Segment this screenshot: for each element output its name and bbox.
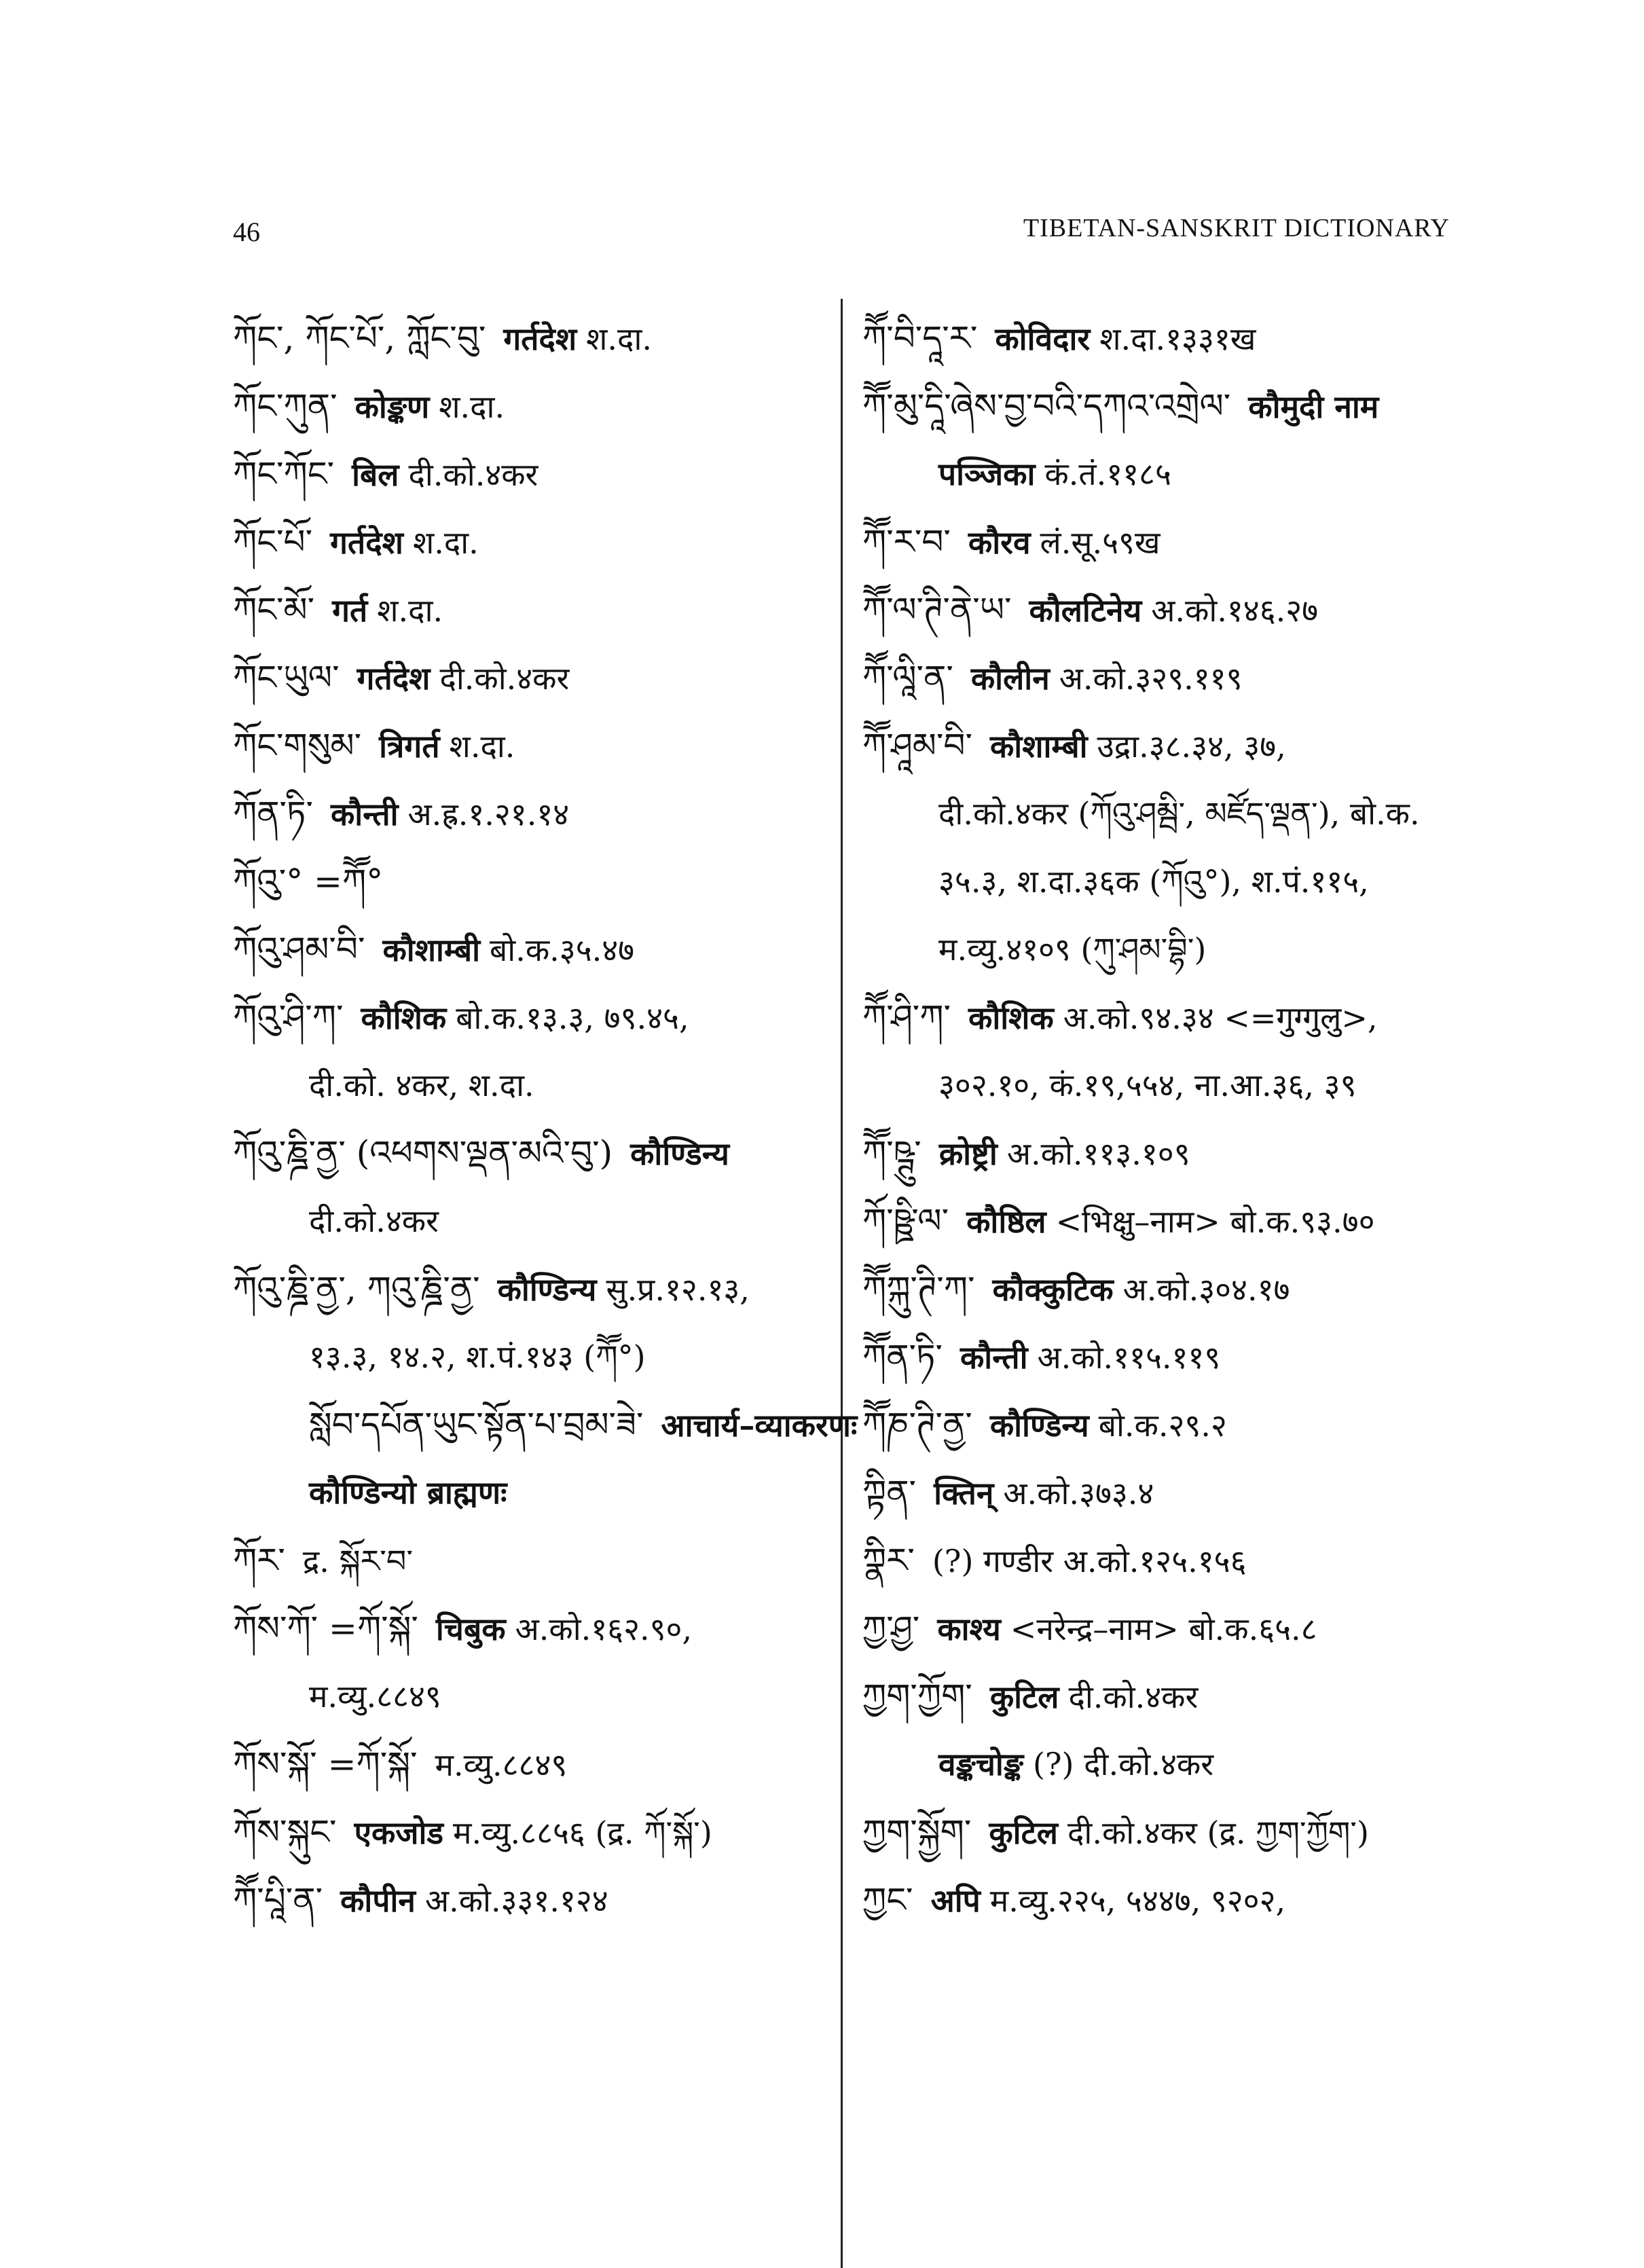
dictionary-entry	[862, 1594, 1460, 1662]
entry-headline	[862, 1187, 1460, 1255]
entry-headline	[862, 983, 1460, 1051]
tibetan-headword: ཀོང་, ཀོང་པོ་, ཀློང་བུ་	[233, 318, 486, 358]
tibetan-headword: ཀོ་ཥྛི་ལ་	[862, 1201, 949, 1241]
sanskrit-equivalent: कौपीन	[340, 1882, 416, 1919]
source-reference: म.व्यु.४१०९ (ཀུ་ཤམ་བྷི་)	[938, 931, 1207, 968]
source-reference: दी.को.४कर (ཀོའུ་ཤམྦི་, མཛོད་ལྡན་), बो.क.	[938, 795, 1420, 832]
source-reference: द्र. སྐོར་བ་	[302, 1543, 414, 1579]
tibetan-headword: ཀཽ་ལ་ཊི་ནེ་ཡ་	[862, 590, 1012, 629]
tibetan-headword: ཀཽཎ་ཊི་ནྱ་	[862, 1405, 972, 1444]
entry-headline	[862, 1255, 1460, 1323]
tibetan-headword: ཀོའུ་ཤི་ཀ་	[233, 998, 344, 1037]
sanskrit-equivalent: गर्तदेश	[503, 321, 577, 357]
tibetan-headword: སློབ་དཔོན་ཡུང་སྟོན་པ་བྲམ་ཟེ་	[309, 1405, 644, 1444]
sanskrit-equivalent: कौक्कुटिक	[992, 1271, 1114, 1308]
sanskrit-equivalent: कोविदार	[995, 321, 1091, 357]
dictionary-entry	[862, 372, 1460, 508]
tibetan-headword: ཀཽན་ཏི་	[862, 1337, 943, 1376]
entry-headline	[233, 915, 830, 983]
tibetan-headword: ཀྱག་སྐྱོག་	[862, 1812, 972, 1852]
tibetan-headword: ཀོའུ་ཤམ་བི་	[233, 930, 365, 969]
source-reference: बो.क.१३.३, ७९.४५,	[456, 1000, 689, 1036]
source-reference: श.दा.	[439, 388, 505, 425]
entry-headline	[862, 1798, 1460, 1866]
sanskrit-equivalent: कौण्डिन्यो ब्राह्मणः	[309, 1474, 507, 1511]
sanskrit-equivalent: कौलटिनेय	[1029, 592, 1142, 629]
dictionary-entry	[233, 1866, 830, 1934]
entry-continuation	[862, 780, 1460, 847]
entry-continuation	[862, 847, 1460, 915]
entry-headline	[233, 372, 830, 440]
dictionary-entry	[233, 1798, 830, 1866]
sanskrit-equivalent: बिल	[352, 456, 399, 493]
source-reference: दी.को.४कर	[1068, 1679, 1199, 1715]
sanskrit-equivalent: कौण्डिन्य	[630, 1135, 729, 1172]
tibetan-headword: ཀོས་སྐུང་	[233, 1812, 337, 1852]
entry-continuation	[862, 1051, 1460, 1119]
entry-headline	[862, 576, 1460, 644]
entry-headline	[233, 644, 830, 712]
dictionary-entry	[233, 440, 830, 508]
tibetan-headword: ཀྱ་ཤྱ་	[862, 1609, 920, 1648]
source-reference: म.व्यु.८८४९	[309, 1678, 441, 1715]
sanskrit-equivalent: कौमुदी नाम	[1248, 388, 1379, 425]
dictionary-entry	[862, 1119, 1460, 1187]
tibetan-headword: ཀཽ་ཤཱམ་བི་	[862, 726, 972, 765]
source-reference: ३०२.१०, कं.१९,५५४, ना.आ.३६, ३९	[938, 1067, 1357, 1103]
entry-continuation	[862, 1730, 1460, 1798]
dictionary-entry	[862, 304, 1460, 372]
source-reference: अ.को.३०४.१७	[1122, 1271, 1290, 1308]
tibetan-headword: ཀོང་ཀུན་	[233, 386, 337, 426]
entry-continuation	[233, 1459, 830, 1526]
sanskrit-equivalent: गर्तदेश	[330, 524, 403, 561]
tibetan-headword: ཀོང་ཡུལ་	[233, 658, 340, 697]
sanskrit-equivalent: कौशिक	[361, 1000, 447, 1036]
tibetan-headword: ཀྱག་ཀྱོག་	[862, 1677, 972, 1716]
dictionary-entry	[862, 1798, 1460, 1866]
sanskrit-equivalent: कौरव	[968, 524, 1031, 561]
entry-headline	[233, 576, 830, 644]
entry-headline	[233, 1594, 830, 1662]
source-reference: अ.ह्र.१.२१.१४	[407, 796, 570, 833]
sanskrit-equivalent: अपि	[930, 1882, 981, 1919]
source-reference: म.व्यु.८८५६ (द्र. ཀོ་སྐོ་)	[453, 1814, 712, 1851]
tibetan-headword: ཀོང་པོ་	[233, 522, 313, 562]
tibetan-headword: ཀོའུ་° =ཀཽ°	[233, 862, 384, 901]
entry-continuation	[233, 1187, 830, 1255]
entry-continuation	[233, 1391, 858, 1459]
tibetan-headword: ཀོར་	[233, 1541, 285, 1580]
left-column	[233, 304, 858, 1934]
source-reference: म.व्यु.२२५, ५४४७, ९२०२,	[989, 1882, 1286, 1919]
source-reference: (?) गण्डीर अ.को.१२५.१५६	[932, 1543, 1247, 1579]
dictionary-entry	[233, 304, 830, 372]
source-reference: श.दा.	[449, 728, 515, 765]
tibetan-headword: ཀྱང་	[862, 1880, 913, 1920]
source-reference: कं.तं.११८५	[1044, 456, 1171, 492]
entry-headline	[862, 1323, 1460, 1391]
entry-continuation	[233, 1323, 830, 1391]
sanskrit-equivalent: एकजोड	[354, 1814, 443, 1851]
sanskrit-equivalent: क्तिन्	[934, 1475, 994, 1512]
source-reference: ३५.३, श.दा.३६क (ཀོའུ°), श.पं.११५,	[938, 863, 1369, 900]
tibetan-headword: ཀོས་སྐོ་ =ཀོ་སྐོ་	[233, 1744, 418, 1784]
entry-headline	[233, 983, 830, 1051]
sanskrit-equivalent: चिबुक	[435, 1611, 506, 1647]
sanskrit-equivalent: आचार्य–व्याकरणः	[661, 1407, 858, 1444]
sanskrit-equivalent: कौशाम्बी	[989, 728, 1088, 765]
entry-headline	[233, 304, 830, 372]
entry-headline	[862, 372, 1460, 440]
tibetan-headword: ཀཽ་ཤི་ཀ་	[862, 998, 951, 1037]
tibetan-headword: ཀཽ་མུ་དཱི་ཞེས་བྱ་བའི་དཀའ་འགྲེལ་	[862, 386, 1231, 426]
dictionary-entry	[862, 983, 1460, 1119]
tibetan-headword: ཀོའུ་ཎྜི་ནྱ་, ཀའུ་ཎྜི་ནྱ་	[233, 1269, 480, 1309]
source-reference: अ.को.११५.११९	[1037, 1339, 1221, 1376]
entry-headline	[233, 1798, 830, 1866]
tibetan-headword: ཀོང་གསུམ་	[233, 726, 362, 765]
entry-headline	[862, 1662, 1460, 1730]
entry-headline	[862, 1866, 1460, 1934]
tibetan-headword: ཀྟིན་	[862, 1473, 917, 1512]
source-reference: अ.को.३७३.४	[1003, 1475, 1154, 1512]
source-reference: लं.सू.५९ख	[1040, 524, 1161, 561]
entry-headline	[233, 1730, 830, 1798]
dictionary-entry	[862, 1187, 1460, 1255]
entry-headline	[233, 1119, 830, 1187]
source-reference: दी.को. ४कर, श.दा.	[309, 1067, 534, 1103]
source-reference: बो.क.३५.४७	[490, 932, 635, 968]
entry-headline	[862, 1459, 1460, 1526]
dictionary-entry	[862, 644, 1460, 712]
source-reference: <भिक्षु–नाम> बो.क.९३.७०	[1055, 1203, 1375, 1240]
right-column	[862, 304, 1460, 1934]
dictionary-entry	[233, 780, 830, 847]
sanskrit-equivalent: कौण्डिन्य	[497, 1271, 597, 1308]
dictionary-entry	[233, 1119, 830, 1255]
dictionary-entry	[233, 1594, 830, 1730]
dictionary-entry	[233, 915, 830, 983]
source-reference: दी.को.४कर	[439, 660, 570, 697]
source-reference: बो.क.२९.२	[1098, 1407, 1227, 1444]
entry-headline	[233, 1255, 830, 1323]
dictionary-entry	[862, 1526, 1460, 1594]
tibetan-headword: ཀོས་ཀོ་ =ཀོ་སྐོ་	[233, 1609, 418, 1648]
entry-headline	[862, 1526, 1460, 1594]
entry-headline	[862, 304, 1460, 372]
tibetan-headword: ཀཽ་ལཱི་ན་	[862, 658, 953, 697]
source-reference: (?) दी.को.४कर	[1032, 1746, 1214, 1782]
source-reference: १३.३, १४.२, श.पं.१४३ (ཀཽ°)	[309, 1338, 646, 1375]
dictionary-entry	[862, 1255, 1460, 1323]
dictionary-entry	[862, 1391, 1460, 1459]
entry-headline	[862, 508, 1460, 576]
tibetan-headword: ཀཽ་ར་བ་	[862, 522, 951, 562]
sanskrit-equivalent: कौण्डिन्य	[989, 1407, 1089, 1444]
dictionary-entry	[862, 1662, 1460, 1798]
sanskrit-equivalent: कौन्ती	[960, 1339, 1028, 1376]
dictionary-entry	[233, 983, 830, 1119]
dictionary-entry	[233, 576, 830, 644]
source-reference: <नरेन्द्र–नाम> बो.क.६५.८	[1010, 1611, 1317, 1647]
tibetan-headword: ཀོང་ཀོང་	[233, 454, 335, 494]
entry-continuation	[233, 1051, 830, 1119]
source-reference: अ.को.३२९.११९	[1059, 660, 1243, 697]
dictionary-entry	[233, 847, 830, 915]
sanskrit-equivalent: कौशाम्बी	[382, 932, 481, 968]
sanskrit-equivalent: कौशिक	[968, 1000, 1054, 1036]
source-reference: श.दा.	[377, 592, 443, 629]
column-divider	[841, 299, 843, 2268]
entry-headline	[233, 780, 830, 847]
entry-headline	[862, 1119, 1460, 1187]
entry-continuation	[233, 1662, 830, 1730]
sanskrit-equivalent: गर्त	[332, 592, 368, 629]
dictionary-entry	[233, 372, 830, 440]
sanskrit-equivalent: कोङ्कण	[354, 388, 430, 425]
tibetan-headword: ཀཽ་པཱི་ན་	[233, 1880, 323, 1920]
sanskrit-equivalent: गर्तदेश	[357, 660, 431, 697]
source-reference: सु.प्र.१२.१३,	[606, 1271, 750, 1308]
tibetan-headword: ཀོན་ཏི་	[233, 794, 313, 833]
source-reference: दी.को.४कर (द्र. ཀྱག་ཀྱོག་)	[1067, 1814, 1369, 1851]
entry-headline	[233, 440, 830, 508]
dictionary-entry	[862, 508, 1460, 576]
tibetan-headword: ཀོའུ་ཎྜི་ནྱ་ (འཕགས་ལྡན་མའི་བུ་)	[233, 1133, 613, 1173]
dictionary-entry	[233, 508, 830, 576]
dictionary-entry	[862, 576, 1460, 644]
sanskrit-equivalent: कुटिल	[989, 1814, 1058, 1851]
dictionary-entry	[862, 1866, 1460, 1934]
source-reference: श.दा.	[412, 524, 479, 561]
source-reference: अ.को.११३.१०९	[1006, 1135, 1190, 1172]
entry-headline	[862, 1594, 1460, 1662]
tibetan-headword: ཀཽ་ཥྚུ་	[862, 1133, 921, 1173]
entry-headline	[233, 508, 830, 576]
source-reference: म.व्यु.८८४९	[435, 1746, 568, 1783]
dictionary-entry	[233, 1526, 830, 1594]
dictionary-entry	[862, 1323, 1460, 1391]
entry-headline	[862, 1391, 1460, 1459]
entry-headline	[233, 712, 830, 780]
source-reference: अ.को.३३१.१२४	[424, 1882, 608, 1919]
entry-continuation	[862, 440, 1460, 508]
source-reference: अ.को.९४.३४ <=गुग्गुलु>,	[1063, 1000, 1378, 1036]
tibetan-headword: ཀཽཀྐུ་ཊི་ཀ་	[862, 1269, 975, 1309]
sanskrit-equivalent: कुटिल	[989, 1679, 1059, 1715]
entry-headline	[233, 1866, 830, 1934]
tibetan-headword: ཀོང་མོ་	[233, 590, 315, 629]
entry-headline	[233, 1526, 830, 1594]
sanskrit-equivalent: क्रोष्ट्री	[938, 1135, 998, 1172]
page-number: 46	[233, 217, 260, 247]
source-reference: दी.को.४कर	[408, 456, 538, 493]
source-reference: उद्रा.३८.३४, ३७,	[1097, 728, 1286, 765]
dictionary-entry	[233, 1255, 858, 1526]
source-reference: दी.को.४कर	[309, 1203, 439, 1239]
entry-continuation	[862, 915, 1460, 983]
sanskrit-equivalent: कौष्ठिल	[966, 1203, 1046, 1240]
entry-headline	[862, 712, 1460, 780]
dictionary-entry	[233, 644, 830, 712]
sanskrit-equivalent: काश्य	[937, 1611, 1001, 1647]
running-title: TIBETAN-SANSKRIT DICTIONARY	[1023, 214, 1450, 242]
sanskrit-equivalent: पञ्जिका	[938, 456, 1036, 492]
sanskrit-equivalent: वङ्कचोङ्क	[938, 1746, 1023, 1782]
dictionary-entry	[862, 712, 1460, 983]
dictionary-entry	[233, 712, 830, 780]
entry-headline	[862, 644, 1460, 712]
source-reference: अ.को.१६२.९०,	[515, 1611, 693, 1647]
tibetan-headword: ཀྣིར་	[862, 1541, 915, 1580]
sanskrit-equivalent: कौन्ती	[330, 796, 399, 833]
entry-headline	[233, 847, 830, 915]
source-reference: श.दा.१३३१ख	[1099, 321, 1256, 357]
source-reference: अ.को.१४६.२७	[1151, 592, 1319, 629]
dictionary-entry	[233, 1730, 830, 1798]
dictionary-entry	[862, 1459, 1460, 1526]
sanskrit-equivalent: कौलीन	[970, 660, 1050, 697]
tibetan-headword: ཀཽ་བི་དཱ་ར་	[862, 318, 978, 358]
source-reference: श.दा.	[586, 321, 653, 357]
sanskrit-equivalent: त्रिगर्त	[379, 728, 440, 765]
